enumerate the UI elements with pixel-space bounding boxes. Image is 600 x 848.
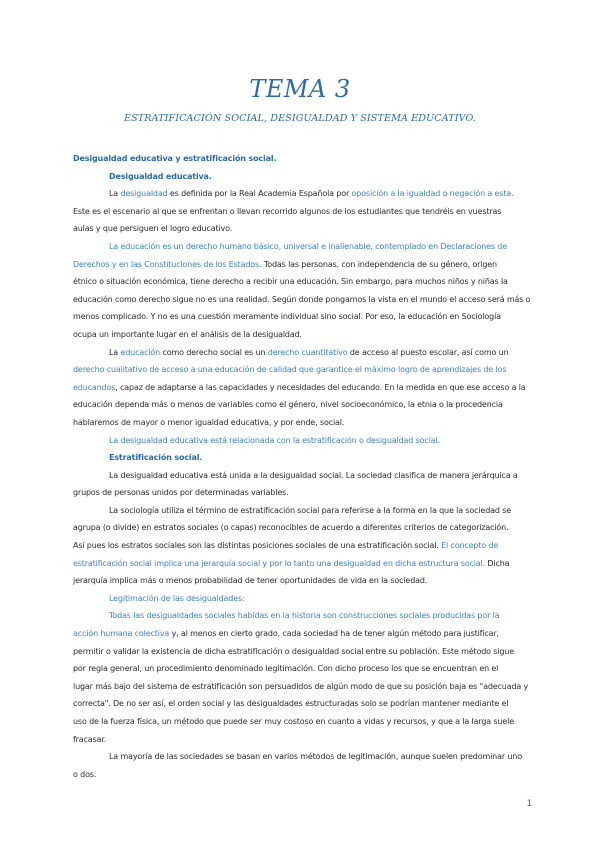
body-text: como derecho social es un [160,347,268,357]
text-line [73,432,533,450]
body-text: La desigualdad educativa está unida a la desigualdad social. La sociedad clasifica de manera jerárquica a [109,470,518,480]
highlighted-text: estratificación social implica una jerarquía social y por lo tanto una desigualdad en dicha estructura social. [73,558,486,568]
body-text: Todas las personas, con independencia de su género, origen [261,259,497,269]
body-text: Así pues los estratos sociales son las distintas posiciones sociales de una estratificación social. [73,541,442,551]
text-line [73,150,533,168]
text-line [73,168,533,186]
highlighted-text: acción humana colectiva [73,629,170,639]
highlighted-text: La desigualdad educativa está relacionada con la estratificación o desigualdad social. [109,435,440,445]
text-line [73,731,533,749]
body-text: Este es el escenario al que se enfrentan o llevan recorrido algunos de los estudiantes que tendréis en vuestras [73,206,502,216]
text-line [73,203,533,221]
highlighted-text: El concepto de [441,541,499,551]
text-line [73,484,533,502]
body-text: menos complicado. Y no es una cuestión meramente individual sino social. Por eso, la educación en Sociología [73,312,501,322]
highlighted-text: desigualdad [120,189,168,199]
text-line [73,238,533,256]
text-line [73,467,533,485]
text-line [73,185,533,203]
body-text: de acceso al puesto escolar, así como un [347,347,509,357]
text-line [73,766,533,784]
text-line [73,502,533,520]
page-number: 1 [526,799,532,809]
body-text: agrupa (o divide) en estratos sociales (o capas) reconocibles de acuerdo a diferentes criterios de categorización. [73,523,509,533]
text-line [73,713,533,731]
body-text: permitir o validar la existencia de dicha estratificación o desigualdad social entre su población. Este método sigue [73,646,514,656]
text-line [73,308,533,326]
highlighted-text: derecho cuantitativo [267,347,348,357]
page-title: TEMA 3 [249,75,351,103]
text-line [73,607,533,625]
text-line [73,379,533,397]
highlighted-text: derecho cualitativo de acceso a una educación de calidad que garantice el máximo logro de aprendizajes de los [73,365,507,375]
text-line [73,695,533,713]
body-text: hablaremos de mayor o menor igualdad educativa, y por ende, social. [73,417,345,427]
body-text: y, al menos en cierto grado, cada sociedad ha de tener algún método para justificar, [169,629,499,639]
text-line [73,414,533,432]
body-text: educación como derecho sigue no es una realidad. Según donde pongamos la vista en el mundo el acceso será más o [73,294,531,304]
section-heading: Desigualdad educativa y estratificación social. [73,154,277,163]
text-line [73,748,533,766]
text-line [73,572,533,590]
highlighted-text: oposición a la igualdad o negación a esta. [351,189,514,199]
text-line [73,256,533,274]
body-text: La [109,189,121,199]
body-text: La [109,347,121,357]
body-text: ocupa un importante lugar en el análisis de la desigualdad. [73,329,302,339]
text-line [73,678,533,696]
body-text: es definida por la Real Academia Española por [167,189,352,199]
text-line [73,291,533,309]
highlighted-text: educandos [73,382,116,392]
text-line [73,519,533,537]
body-text: La sociología utiliza el término de estratificación social para referirse a la forma en la que la sociedad se [109,505,511,515]
body-text: La mayoría de las sociedades se basan en varios métodos de legitimación, aunque suelen predominar uno [109,752,522,762]
text-line [73,396,533,414]
text-line [73,590,533,608]
page-subtitle: ESTRATIFICACIÓN SOCIAL, DESIGUALDAD Y SISTEMA EDUCATIVO. [123,113,477,124]
body-text: Dicha [485,558,510,568]
text-line [73,326,533,344]
highlighted-text: La educación es un derecho humano básico, universal e inalienable, contemplado en Declaraciones de [109,241,507,251]
text-line [73,643,533,661]
body-text: fracasar. [73,734,107,744]
body-text: uso de la fuerza física, un método que puede ser muy costoso en cuanto a vidas y recursos, y que a la larga suele [73,717,514,726]
highlighted-text: Derechos y en las Constituciones de los Estados. [73,259,262,269]
highlighted-text: educación [120,347,161,357]
text-line [73,344,533,362]
body-text: educación dependa más o menos de variables como el género, nivel socioeconómico, la etnia o la procedencia [73,400,503,410]
body-text: grupos de personas unidos por determinadas variables. [73,488,289,498]
body-text: o dos. [73,769,97,779]
body-text: , capaz de adaptarse a las capacidades y necesidades del educando. En la medida en que ese acceso a la [115,382,526,392]
body-text: jerarquía implica más o menos probabilidad de tener oportunidades de vida en la sociedad. [73,576,428,586]
text-line [73,660,533,678]
text-line [73,555,533,573]
highlighted-text: Todas las desigualdades sociales habidas en la historia son construcciones sociales producidas por la [109,611,500,621]
body-text: lugar más bajo del sistema de estratificación son persuadidos de algún modo de que su posición baja es "adecuada y [73,681,529,691]
text-line [73,361,533,379]
text-line [73,625,533,643]
body-text: aulas y que persiguen el logro educativo. [73,224,233,234]
text-line [73,273,533,291]
body-text: por regla general, un procedimiento denominado legitimación. Con dicho proceso los que se encuentran en el [73,664,499,674]
body-text: étnico o situación económica, tiene derecho a recibir una educación. Sin embargo, para muchos niños y niñas la [73,277,508,287]
body-text: correcta". De no ser así, el orden social y las desigualdades estructuradas solo se podrían mantener mediante el [73,699,509,709]
text-line [73,537,533,555]
highlighted-text: Legitimación de las desigualdades: [109,593,245,603]
section-heading: Estratificación social. [109,453,203,463]
section-heading: Desigualdad educativa. [109,171,212,181]
document-body [73,150,533,783]
text-line [73,220,533,238]
text-line [73,449,533,467]
